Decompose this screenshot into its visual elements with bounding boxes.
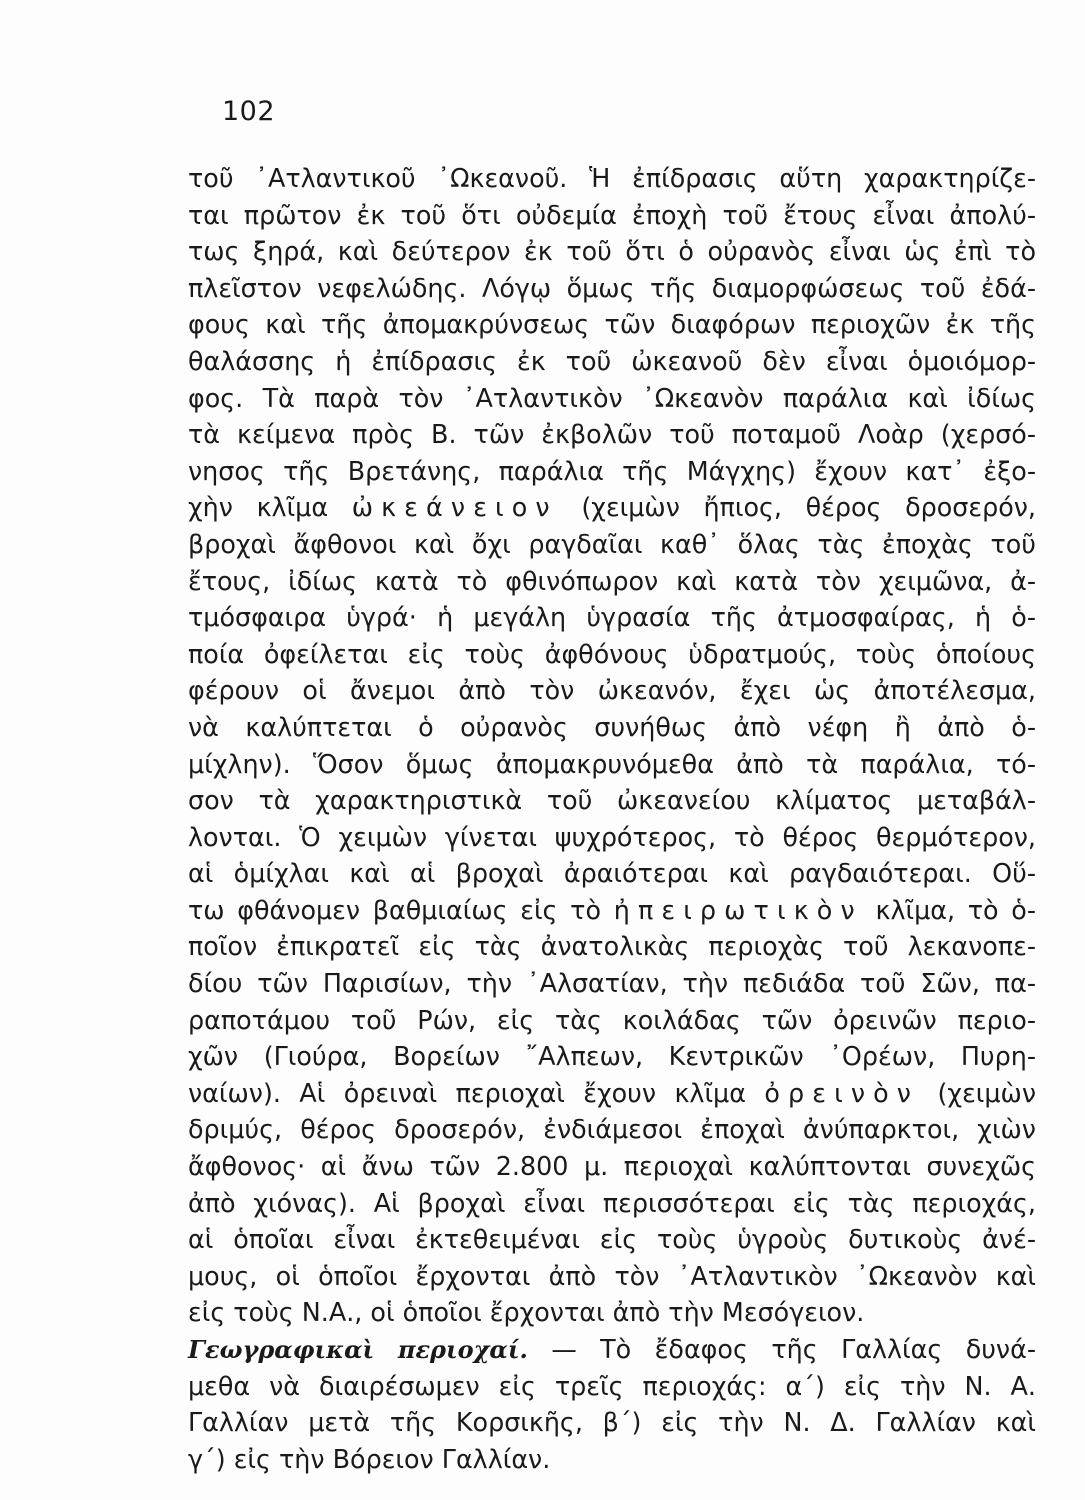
- text-run: (χειμὼν: [919, 1077, 1037, 1108]
- text-run: (χειμὼν ἤπιος, θέρος δροσερόν,: [557, 492, 1036, 523]
- text-line: [188, 1075, 1036, 1112]
- text-line: φους καὶ τῆς ἀπομακρύνσεως τῶν διαφόρων περιοχῶν ἐκ τῆς: [188, 309, 1036, 340]
- text-line: ἔτους, ἰδίως κατὰ τὸ φθινόπωρον καὶ κατὰ τὸν χειμῶνα, ἀ-: [188, 565, 1036, 596]
- text-line: μεθα νὰ διαιρέσωμεν εἰς τρεῖς περιοχάς: α΄) εἰς τὴν Ν. Α.: [188, 1370, 1036, 1401]
- text-run: ναίων). Αἱ ὀρειναὶ περιοχαὶ ἔχουν κλῖμα: [188, 1077, 765, 1108]
- text-line: ποῖον ἐπικρατεῖ εἰς τὰς ἀνατολικὰς περιοχὰς τοῦ λεκανοπε-: [188, 931, 1036, 962]
- section-heading: Γεωγραφικαὶ περιοχαί.: [188, 1335, 528, 1364]
- text-line: θαλάσσης ἡ ἐπίδρασις ἐκ τοῦ ὠκεανοῦ δὲν εἶναι ὁμοιόμορ-: [188, 345, 1036, 376]
- text-line: βροχαὶ ἄφθονοι καὶ ὄχι ραγδαῖαι καθ᾿ ὅλας τὰς ἐποχὰς τοῦ: [188, 528, 1036, 559]
- text-line: γ΄) εἰς τὴν Βόρειον Γαλλίαν.: [188, 1443, 551, 1474]
- text-line: τοῦ ᾿Ατλαντικοῦ ᾿Ωκεανοῦ. Ἡ ἐπίδρασις αὕτη χαρακτηρίζε-: [188, 163, 1036, 193]
- body-text: [188, 160, 1036, 1477]
- text-line: μίχλην). Ὅσον ὅμως ἀπομακρυνόμεθα ἀπὸ τὰ παράλια, τό-: [188, 748, 1036, 779]
- text-line: χῶν (Γιούρα, Βορείων ῎Αλπεων, Κεντρικῶν ᾿Ορέων, Πυρη-: [188, 1041, 1036, 1072]
- spaced-term: ὀρεινὸν: [764, 1077, 920, 1108]
- text-line: εἰς τοὺς Ν.Α., οἱ ὁποῖοι ἔρχονται ἀπὸ τὴν Μεσόγειον.: [188, 1297, 865, 1328]
- text-line: [188, 892, 1036, 929]
- text-line: ἀπὸ χιόνας). Αἱ βροχαὶ εἶναι περισσότεραι εἰς τὰς περιοχάς,: [188, 1187, 1036, 1218]
- text-line: αἱ ὁποῖαι εἶναι ἐκτεθειμέναι εἰς τοὺς ὑγροὺς δυτικοὺς ἀνέ-: [188, 1224, 1036, 1255]
- text-run: τω φθάνομεν βαθμιαίως εἰς τὸ: [188, 894, 614, 925]
- text-line: δριμύς, θέρος δροσερόν, ἐνδιάμεσοι ἐποχαὶ ἀνύπαρκτοι, χιὼν: [188, 1114, 1036, 1145]
- text-line: σον τὰ χαρακτηριστικὰ τοῦ ὠκεανείου κλίματος μεταβάλ-: [188, 785, 1036, 816]
- text-line: μους, οἱ ὁποῖοι ἔρχονται ἀπὸ τὸν ᾿Ατλαντικὸν ᾿Ωκεανὸν καὶ: [188, 1260, 1036, 1291]
- text-line: ποία ὀφείλεται εἰς τοὺς ἀφθόνους ὑδρατμούς, τοὺς ὁποίους: [188, 638, 1036, 669]
- text-line: ἄφθονος· αἱ ἄνω τῶν 2.800 μ. περιοχαὶ καλύπτονται συνεχῶς: [188, 1151, 1036, 1182]
- text-line: νησος τῆς Βρετάνης, παράλια τῆς Μάγχης) ἔχουν κατ᾿ ἐξο-: [188, 455, 1036, 486]
- text-line: τὰ κείμενα πρὸς Β. τῶν ἐκβολῶν τοῦ ποταμοῦ Λοὰρ (χερσό-: [188, 419, 1036, 450]
- text-run: χὴν κλῖμα: [188, 492, 352, 523]
- text-line: τως ξηρά, καὶ δεύτερον ἐκ τοῦ ὅτι ὁ οὐρανὸς εἶναι ὡς ἐπὶ τὸ: [188, 236, 1036, 267]
- text-run: — Τὸ ἔδαφος τῆς Γαλλίας δυνά-: [527, 1334, 1036, 1364]
- text-line: πλεῖστον νεφελώδης. Λόγῳ ὅμως τῆς διαμορφώσεως τοῦ ἐδά-: [188, 272, 1036, 303]
- text-line: ραποτάμου τοῦ Ρών, εἰς τὰς κοιλάδας τῶν ὀρεινῶν περιο-: [188, 1004, 1036, 1035]
- page-number: 102: [222, 96, 276, 127]
- text-line: αἱ ὁμίχλαι καὶ αἱ βροχαὶ ἀραιότεραι καὶ ραγδαιότεραι. Οὕ-: [188, 858, 1036, 889]
- text-line: τμόσφαιρα ὑγρά· ἡ μεγάλη ὑγρασία τῆς ἀτμοσφαίρας, ἡ ὁ-: [188, 602, 1036, 633]
- text-line: λονται. Ὁ χειμὼν γίνεται ψυχρότερος, τὸ θέρος θερμότερον,: [188, 821, 1036, 852]
- text-line: ται πρῶτον ἐκ τοῦ ὅτι οὐδεμία ἐποχὴ τοῦ ἔτους εἶναι ἀπολύ-: [188, 199, 1036, 230]
- spaced-term: ἠπειρωτικὸν: [613, 894, 863, 925]
- text-line: νὰ καλύπτεται ὁ οὐρανὸς συνήθως ἀπὸ νέφη ἢ ἀπὸ ὁ-: [188, 711, 1036, 742]
- text-line: [188, 489, 1036, 526]
- spaced-term: ὠκεάνειον: [351, 492, 558, 523]
- text-line: φος. Τὰ παρὰ τὸν ᾿Ατλαντικὸν ᾿Ωκεανὸν παράλια καὶ ἰδίως: [188, 382, 1036, 413]
- text-line: [188, 1331, 1036, 1368]
- text-line: φέρουν οἱ ἄνεμοι ἀπὸ τὸν ὠκεανόν, ἔχει ὡς ἀποτέλεσμα,: [188, 675, 1036, 706]
- text-run: κλῖμα, τὸ ὁ-: [862, 894, 1036, 925]
- text-line: Γαλλίαν μετὰ τῆς Κορσικῆς, β΄) εἰς τὴν Ν. Δ. Γαλλίαν καὶ: [188, 1407, 1036, 1438]
- text-line: δίου τῶν Παρισίων, τὴν ᾿Αλσατίαν, τὴν πεδιάδα τοῦ Σῶν, πα-: [188, 968, 1036, 999]
